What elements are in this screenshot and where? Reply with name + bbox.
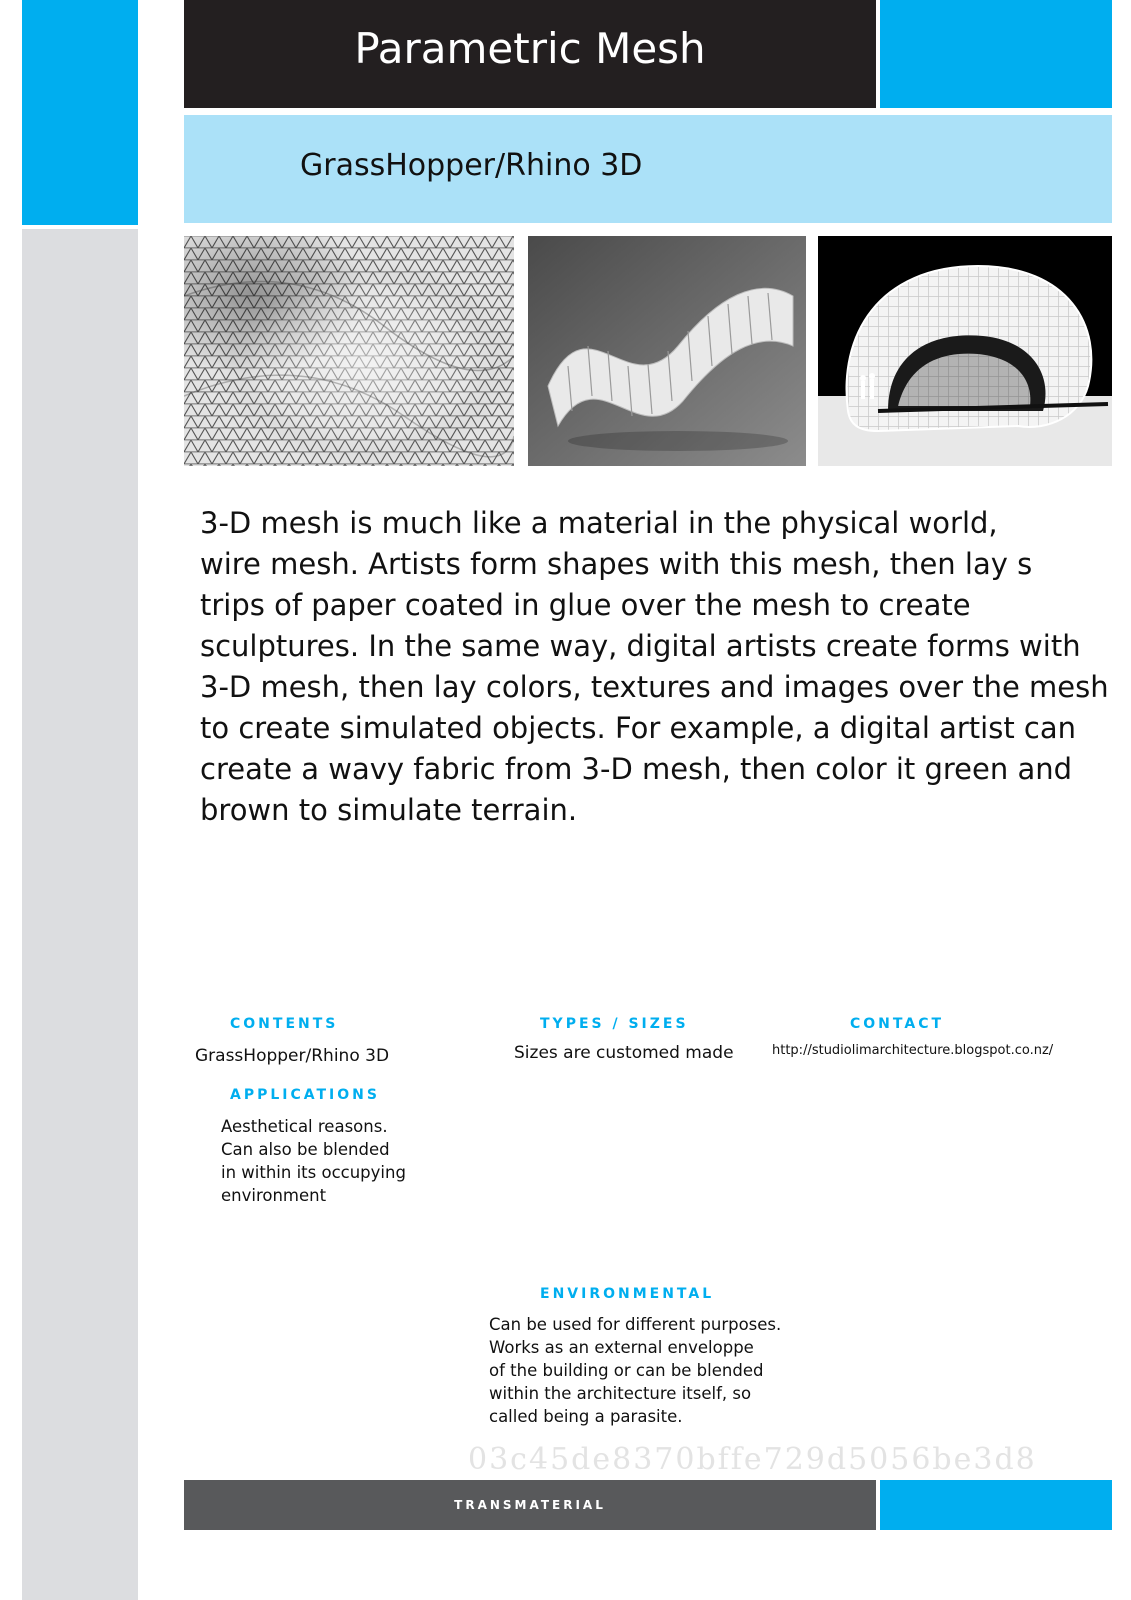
- description-line: to create simulated objects. For example, a digital artist can: [200, 711, 1077, 745]
- description-line: 3-D mesh, then lay colors, textures and images over the mesh: [200, 670, 1109, 704]
- contact-link[interactable]: http://studiolimarchitecture.blogspot.co.nz/: [772, 1043, 1054, 1058]
- top-right-accent-block: [880, 0, 1112, 108]
- watermark-hash: 03c45de8370bffe729d5056be3d8: [468, 1442, 1037, 1477]
- types-sizes-heading: TYPES / SIZES: [540, 1016, 689, 1032]
- contents-heading: CONTENTS: [230, 1016, 339, 1032]
- contents-value: GrassHopper/Rhino 3D: [195, 1046, 390, 1066]
- left-accent-block: [22, 0, 138, 225]
- left-side-strip: [22, 229, 138, 1600]
- wave-sculpture-image: [528, 236, 806, 466]
- environmental-line: within the architecture itself, so: [489, 1384, 752, 1403]
- description-line: create a wavy fabric from 3-D mesh, then color it green and: [200, 752, 1073, 786]
- applications-line: in within its occupying: [221, 1163, 406, 1182]
- footer-accent-block: [880, 1480, 1112, 1530]
- environmental-heading: ENVIRONMENTAL: [540, 1286, 715, 1302]
- environmental-line: of the building or can be blended: [489, 1361, 764, 1380]
- page-title: Parametric Mesh: [354, 24, 706, 73]
- environmental-line: Works as an external enveloppe: [489, 1338, 754, 1357]
- applications-heading: APPLICATIONS: [230, 1087, 380, 1103]
- applications-line: environment: [221, 1186, 327, 1205]
- contact-heading: CONTACT: [850, 1016, 945, 1032]
- footer-brand: TRANSMATERIAL: [454, 1498, 606, 1512]
- description-line: brown to simulate terrain.: [200, 793, 578, 827]
- description-line: 3-D mesh is much like a material in the physical world,: [200, 506, 998, 540]
- description-line: trips of paper coated in glue over the mesh to create: [200, 588, 971, 622]
- description-line: sculptures. In the same way, digital artists create forms with: [200, 629, 1081, 663]
- environmental-line: called being a parasite.: [489, 1407, 683, 1426]
- applications-line: Aesthetical reasons.: [221, 1117, 388, 1136]
- pavilion-image: [818, 236, 1112, 466]
- types-sizes-value: Sizes are customed made: [514, 1043, 734, 1063]
- applications-line: Can also be blended: [221, 1140, 390, 1159]
- applications-text: [221, 1115, 406, 1207]
- page-subtitle: GrassHopper/Rhino 3D: [300, 148, 643, 183]
- mesh-surface-image: [184, 236, 514, 466]
- environmental-text: [489, 1313, 781, 1428]
- description-paragraph: [200, 503, 1109, 831]
- environmental-line: Can be used for different purposes.: [489, 1315, 782, 1334]
- description-line: wire mesh. Artists form shapes with this mesh, then lay s: [200, 547, 1033, 581]
